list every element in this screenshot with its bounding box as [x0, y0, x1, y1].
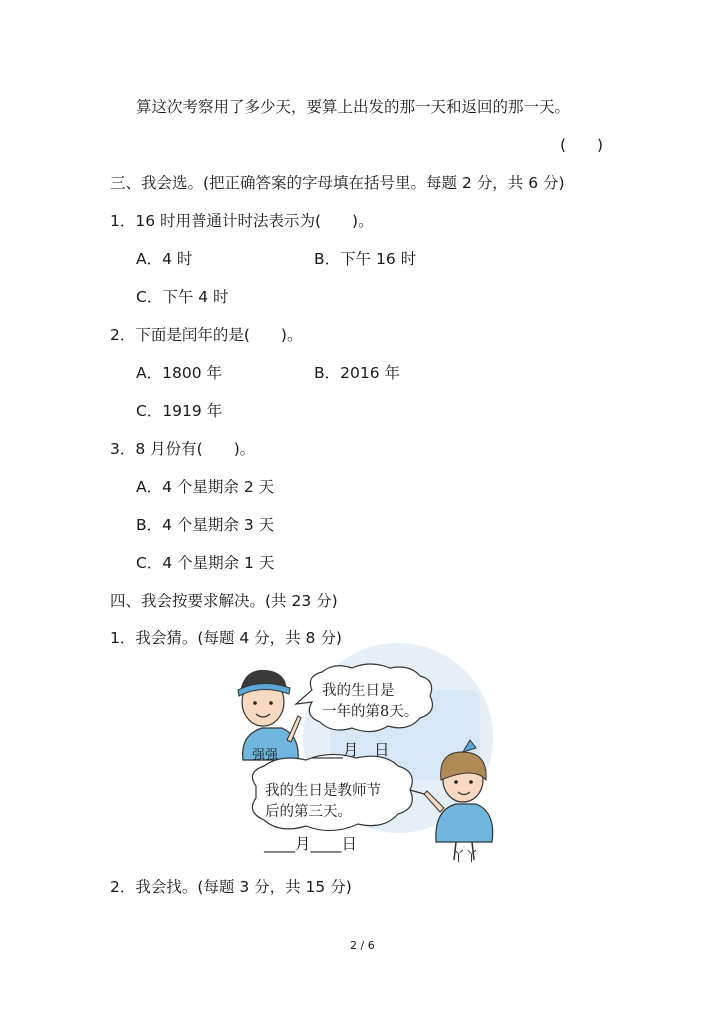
- page-number: 2 / 6: [350, 939, 375, 952]
- section3-heading: 三、我会选。(把正确答案的字母填在括号里。每题 2 分，共 6 分): [110, 174, 565, 192]
- boy-bubble-line-2: 一年的第8天。: [322, 704, 419, 720]
- intro-line: 算这次考察用了多少天，要算上出发的那一天和返回的那一天。: [136, 98, 571, 116]
- answer-parentheses[interactable]: ( ): [560, 136, 604, 154]
- section4-q2-stem: 2．我会找。(每题 3 分，共 15 分): [110, 878, 352, 896]
- section4-heading: 四、我会按要求解决。(共 23 分): [110, 592, 338, 610]
- section4-q1-stem: 1．我会猜。(每题 4 分，共 8 分): [110, 629, 342, 647]
- question-2-stem: 2．下面是闰年的是( )。: [110, 326, 303, 344]
- girl-bubble-line-2: 后的第三天。: [265, 804, 352, 820]
- question-3-option-c: C．4 个星期余 1 天: [136, 554, 275, 572]
- girl-answer-line[interactable]: ____月____日: [264, 835, 358, 853]
- question-1-option-a: A．4 时: [136, 250, 193, 268]
- question-3-option-b: B．4 个星期余 3 天: [136, 516, 275, 534]
- question-1-stem: 1．16 时用普通计时法表示为( )。: [110, 212, 374, 230]
- girl-bubble-line-1: 我的生日是教师节: [265, 783, 381, 799]
- question-2-option-a: A．1800 年: [136, 364, 222, 382]
- boy-bubble-line-1: 我的生日是: [322, 683, 395, 699]
- boy-answer-line[interactable]: ____月 日: [312, 741, 390, 759]
- question-3-stem: 3．8 月份有( )。: [110, 440, 256, 458]
- girl-name-label: 丫丫: [452, 850, 479, 865]
- question-1-option-b: B．下午 16 时: [314, 250, 417, 268]
- boy-name-label: 强强: [252, 748, 279, 763]
- question-2-option-b: B．2016 年: [314, 364, 401, 382]
- question-2-option-c: C．1919 年: [136, 402, 223, 420]
- question-3-option-a: A．4 个星期余 2 天: [136, 478, 275, 496]
- question-1-option-c: C．下午 4 时: [136, 288, 229, 306]
